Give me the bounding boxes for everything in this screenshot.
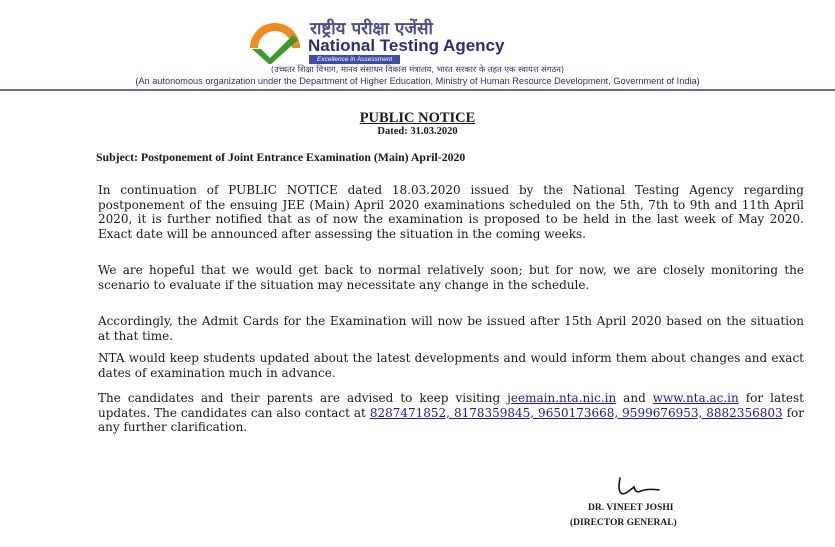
- paragraph-contact: [98, 391, 804, 435]
- agency-name-english: National Testing Agency: [308, 36, 505, 55]
- signatory-designation: (DIRECTOR GENERAL): [570, 518, 677, 528]
- contact-text-1: The candidates and their parents are advised to keep visiting: [98, 391, 508, 405]
- nta-website-link[interactable]: www.nta.ac.in: [652, 391, 739, 405]
- paragraph-postponement: In continuation of PUBLIC NOTICE dated 18.03.2020 issued by the National Testing Agency regarding postponement of the ensuing JEE (Main) April 2020 examinations scheduled on the 5th, 7th to 9th and 11th April 2020, it is further notified that as of now the examination is proposed to be held in the last week of May 2020. Exact date will be announced after assessing the situation in the coming weeks.: [98, 183, 804, 241]
- jeemain-link[interactable]: jeemain.nta.nic.in: [507, 391, 617, 405]
- helpline-numbers[interactable]: 8287471852, 8178359845, 9650173668, 9599676953, 8882356803: [369, 405, 783, 420]
- paragraph-updates: NTA would keep students updated about the latest developments and would inform them about changes and exact dates of examination much in advance.: [98, 351, 804, 380]
- notice-date: Dated: 31.03.2020: [377, 126, 458, 137]
- contact-text-3: for latest updates. The candidates can also contact at: [98, 391, 805, 420]
- signature-icon: [610, 474, 670, 498]
- agency-tagline: Excellence in Assessment: [309, 55, 400, 64]
- signatory-name: DR. VINEET JOSHI: [588, 503, 674, 513]
- paragraph-monitoring: We are hopeful that we would get back to normal relatively soon; but for now, we are closely monitoring the scenario to evaluate if the situation may necessitate any change in the schedule.: [98, 263, 804, 292]
- paragraph-admit-cards: Accordingly, the Admit Cards for the Examination will now be issued after 15th April 2020 based on the situation at that time.: [98, 314, 804, 343]
- header-divider: [0, 89, 835, 91]
- notice-subject: Subject: Postponement of Joint Entrance Examination (Main) April-2020: [96, 150, 466, 164]
- letterhead-subtitle-english: (An autonomous organization under the Department of Higher Education, Ministry of Human Resource Development, Government of India): [135, 76, 700, 86]
- notice-title: PUBLIC NOTICE: [359, 110, 476, 126]
- letterhead-subtitle-hindi: (उच्चतर शिक्षा विभाग, मानव संसाधन विकास मंत्रालय, भारत सरकार के तहत एक स्वायत्त संगठन): [270, 64, 565, 74]
- letterhead: [0, 0, 835, 96]
- agency-name-hindi: राष्ट्रीय परीक्षा एजेंसी: [310, 19, 433, 39]
- nta-emblem-icon: [246, 18, 304, 64]
- contact-text-4: for any further clarification.: [98, 405, 804, 435]
- nta-logo: [246, 18, 576, 64]
- contact-text-2: and: [616, 391, 653, 405]
